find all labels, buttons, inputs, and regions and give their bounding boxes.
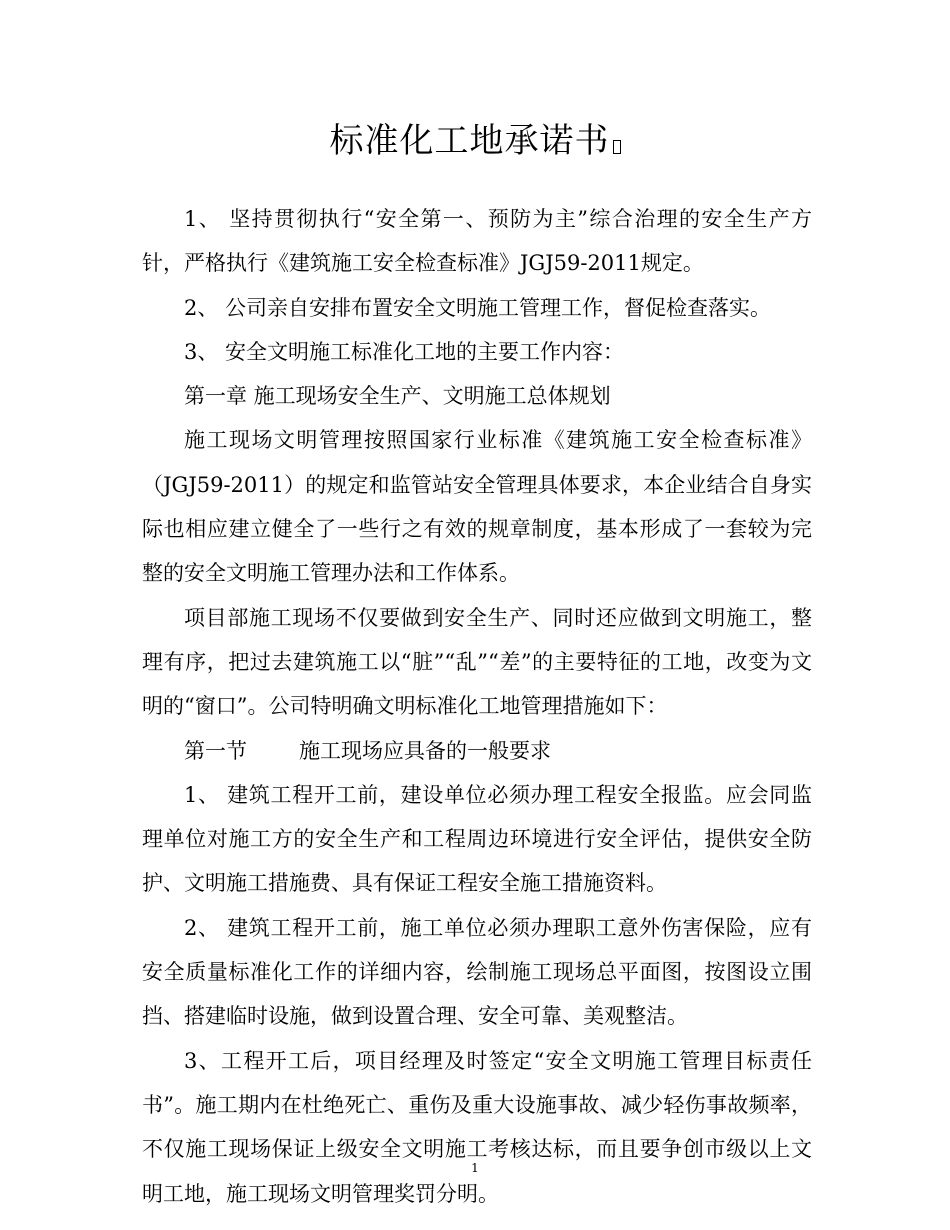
section-heading [142, 729, 812, 773]
title-text: 标准化工地承诺书 [329, 121, 610, 161]
paragraph-commitment-3: 3、 安全文明施工标准化工地的主要工作内容： [184, 339, 625, 364]
section-number: 第一节 [184, 738, 247, 763]
section-title: 施工现场应具备的一般要求 [299, 738, 551, 763]
page-number: 1 [471, 1161, 479, 1175]
paragraph-requirement-1: 1、 建筑工程开工前，建设单位必须办理工程安全报监。应会同监理单位对施工方的安全生产和工程周边环境进行安全评估，提供安全防护、文明施工措施费、具有保证工程安全施工措施资料。 [142, 782, 812, 896]
paragraph-requirement-2: 2、 建筑工程开工前，施工单位必须办理职工意外伤害保险，应有安全质量标准化工作的详细内容，绘制施工现场总平面图，按图设立围挡、搭建临时设施，做到设置合理、安全可靠、美观整洁。 [142, 915, 812, 1029]
document-title [0, 118, 950, 164]
paragraph-site-requirements: 项目部施工现场不仅要做到安全生产、同时还应做到文明施工，整理有序，把过去建筑施工以“脏”“乱”“差”的主要特征的工地，改变为文明的“窗口”。公司特明确文明标准化工地管理措施如下： [142, 605, 812, 719]
missing-glyph-box [613, 140, 621, 154]
paragraph-requirement-3: 3、工程开工后，项目经理及时签定“安全文明施工管理目标责任书”。施工期内在杜绝死亡、重伤及重大设施事故、减少轻伤事故频率，不仅施工现场保证上级安全文明施工考核达标，而且要争创市级以上文明工地，施工现场文明管理奖罚分明。 [142, 1048, 812, 1206]
paragraph-commitment-1: 1、 坚持贯彻执行“安全第一、预防为主”综合治理的安全生产方针，严格执行《建筑施工安全检查标准》JGJ59-2011规定。 [142, 207, 812, 276]
paragraph-management-overview: 施工现场文明管理按照国家行业标准《建筑施工安全检查标准》（JGJ59-2011）的规定和监管站安全管理具体要求，本企业结合自身实际也相应建立健全了一些行之有效的规章制度，基本形成了一套较为完整的安全文明施工管理办法和工作体系。 [142, 428, 812, 586]
document-body [142, 197, 812, 1216]
chapter-heading: 第一章 施工现场安全生产、文明施工总体规划 [184, 384, 611, 409]
paragraph-commitment-2: 2、 公司亲自安排布置安全文明施工管理工作，督促检查落实。 [184, 295, 772, 320]
